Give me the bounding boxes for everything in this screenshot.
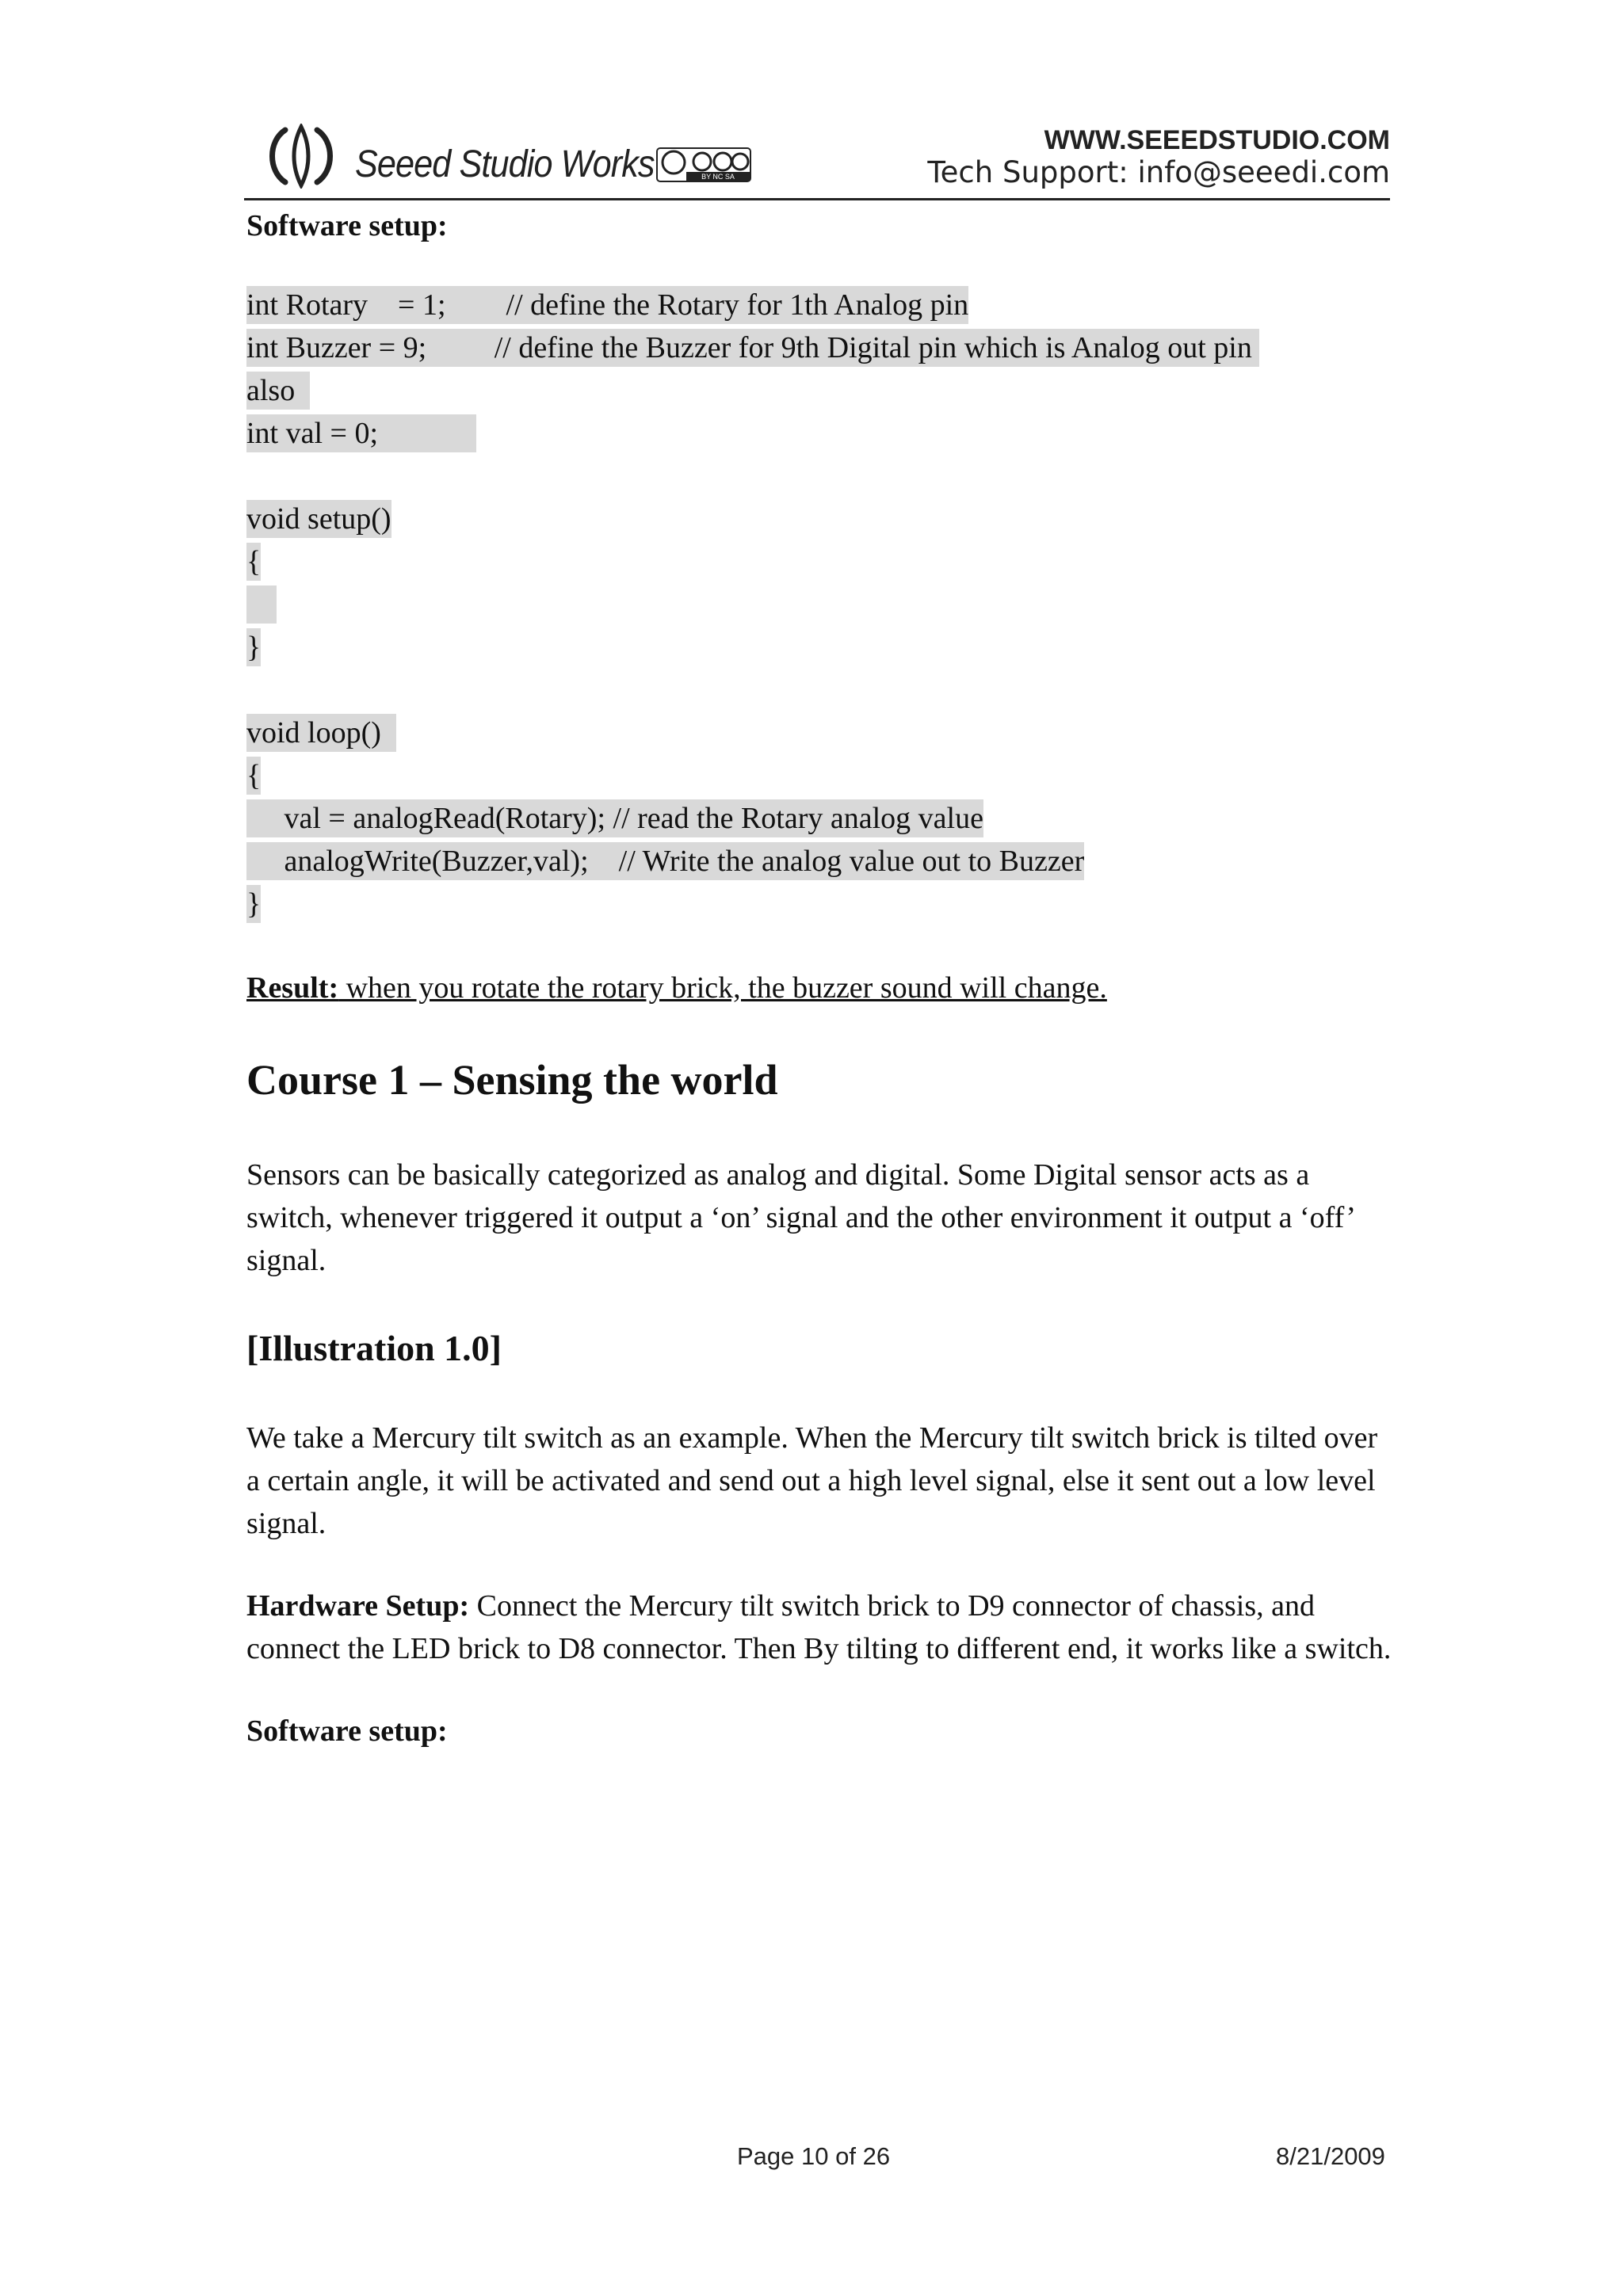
code-line [246, 585, 277, 624]
software-setup-heading: Software setup: [246, 209, 448, 242]
page-header [244, 117, 1390, 200]
page-number: Page 10 of 26 [737, 2142, 891, 2170]
code-block-rotary-buzzer [246, 284, 1392, 925]
code-line: also [246, 372, 310, 410]
tech-support-email: Tech Support: info@seeedi.com [927, 155, 1390, 189]
course-heading: Course 1 – Sensing the world [246, 1056, 778, 1104]
footer-date: 8/21/2009 [1276, 2142, 1385, 2170]
code-line: } [246, 885, 261, 923]
document-body [246, 204, 1392, 1753]
code-line: analogWrite(Buzzer,val); // Write the analog value out to Buzzer [246, 842, 1084, 880]
creative-commons-badge-icon [656, 147, 751, 182]
site-url: WWW.SEEEDSTUDIO.COM [1044, 125, 1390, 155]
code-line: int val = 0; [246, 414, 476, 452]
code-line: int Rotary = 1; // define the Rotary for 1th Analog pin [246, 286, 968, 324]
intro-paragraph: Sensors can be basically categorized as analog and digital. Some Digital sensor acts as a switch, whenever triggered it output a ‘on’ signal and the other environment it output a ‘off’ signal. [246, 1158, 1354, 1277]
brand-name: Seeed Studio Works [355, 143, 655, 185]
software-setup-heading-2: Software setup: [246, 1714, 448, 1748]
code-line: { [246, 543, 261, 581]
seeed-logo-icon [262, 124, 341, 189]
code-line: void loop() [246, 714, 396, 752]
code-line: void setup() [246, 500, 391, 538]
code-line: { [246, 757, 261, 795]
result-text: when you rotate the rotary brick, the buzzer sound will change. [338, 971, 1107, 1005]
illustration-label: [Illustration 1.0] [246, 1328, 502, 1368]
code-line: val = analogRead(Rotary); // read the Rotary analog value [246, 799, 983, 837]
hardware-setup-label: Hardware Setup: [246, 1589, 470, 1623]
hardware-setup-text: Connect the Mercury tilt switch brick to D9 connector of chassis, and connect the LED brick to D8 connector. Then By tilting to different end, it works like a switch. [246, 1589, 1392, 1665]
code-line: } [246, 628, 261, 666]
result-label: Result: [246, 971, 339, 1005]
hardware-setup-paragraph [246, 1585, 1392, 1670]
license-badge-text: BY NC SA [701, 173, 735, 181]
code-line: int Buzzer = 9; // define the Buzzer for 9th Digital pin which is Analog out pin [246, 329, 1259, 367]
mercury-paragraph: We take a Mercury tilt switch as an example. When the Mercury tilt switch brick is tilted over a certain angle, it will be activated and send out a high level signal, else it sent out a low level signal. [246, 1421, 1378, 1540]
result-line [246, 967, 1392, 1009]
